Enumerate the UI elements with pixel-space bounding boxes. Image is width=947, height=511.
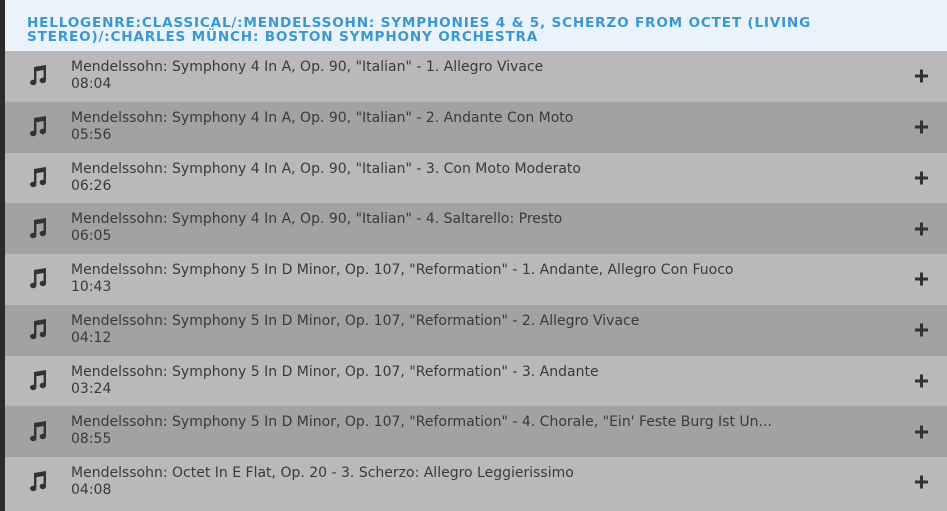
plus-icon[interactable] [915,324,928,337]
track-title: Mendelssohn: Symphony 4 In A, Op. 90, "Italian" - 3. Con Moto Moderato [71,160,581,177]
music-note-icon [25,318,49,342]
track-duration: 08:55 [71,431,112,448]
track-row[interactable] [5,153,947,204]
plus-icon[interactable] [915,70,928,83]
track-row[interactable] [5,406,947,457]
track-row[interactable] [5,356,947,407]
track-text [71,313,887,347]
music-note-icon [25,115,49,139]
plus-icon[interactable] [915,222,928,235]
track-duration: 04:12 [71,329,112,346]
plus-icon[interactable] [915,476,928,489]
plus-icon[interactable] [915,374,928,387]
track-duration: 08:04 [71,76,112,92]
track-row[interactable] [5,457,947,508]
track-title: Mendelssohn: Symphony 4 In A, Op. 90, "Italian" - 2. Andante Con Moto [71,109,574,126]
track-text [71,262,887,296]
track-list-panel [5,0,947,511]
music-note-icon [25,420,49,444]
track-row[interactable] [5,102,947,153]
track-text [71,110,887,144]
breadcrumb[interactable]: HELLOGENRE:CLASSICAL/:MENDELSSOHN: SYMPHONIES 4 & 5, SCHERZO FROM OCTET (LIVING STEREO)/:CHARLES MÜNCH: BOSTON SYMPHONY ORCHESTRA [27,15,812,45]
track-text [71,414,887,448]
track-duration: 03:24 [71,380,112,397]
track-duration: 06:05 [71,228,112,245]
breadcrumb-bar [5,0,947,51]
track-list [5,51,947,508]
track-title: Mendelssohn: Symphony 4 In A, Op. 90, "Italian" - 1. Allegro Vivace [71,59,544,75]
track-duration: 06:26 [71,177,112,194]
plus-icon[interactable] [915,425,928,438]
track-duration: 04:08 [71,482,112,498]
track-title: Mendelssohn: Symphony 5 In D Minor, Op. 107, "Reformation" - 4. Chorale, "Ein' Feste Burg Ist Un... [71,414,772,431]
track-title: Mendelssohn: Octet In E Flat, Op. 20 - 3. Scherzo: Allegro Leggierissimo [71,465,574,481]
music-note-icon [25,166,49,190]
plus-icon[interactable] [915,121,928,134]
track-text [71,59,887,93]
music-note-icon [25,64,49,88]
track-title: Mendelssohn: Symphony 5 In D Minor, Op. 107, "Reformation" - 2. Allegro Vivace [71,312,640,329]
track-text [71,364,887,398]
track-duration: 05:56 [71,126,112,143]
track-row[interactable] [5,203,947,254]
track-title: Mendelssohn: Symphony 5 In D Minor, Op. 107, "Reformation" - 3. Andante [71,363,599,380]
track-row[interactable] [5,254,947,305]
track-duration: 10:43 [71,279,112,295]
track-row[interactable] [5,305,947,356]
track-title: Mendelssohn: Symphony 5 In D Minor, Op. 107, "Reformation" - 1. Andante, Allegro Con Fuoco [71,262,734,278]
track-row[interactable] [5,51,947,102]
plus-icon[interactable] [915,273,928,286]
plus-icon[interactable] [915,171,928,184]
music-note-icon [25,217,49,241]
track-title: Mendelssohn: Symphony 4 In A, Op. 90, "Italian" - 4. Saltarello: Presto [71,211,563,228]
track-text [71,211,887,245]
music-note-icon [25,267,49,291]
music-note-icon [25,369,49,393]
track-text [71,161,887,195]
music-note-icon [25,470,49,494]
track-text [71,465,887,499]
